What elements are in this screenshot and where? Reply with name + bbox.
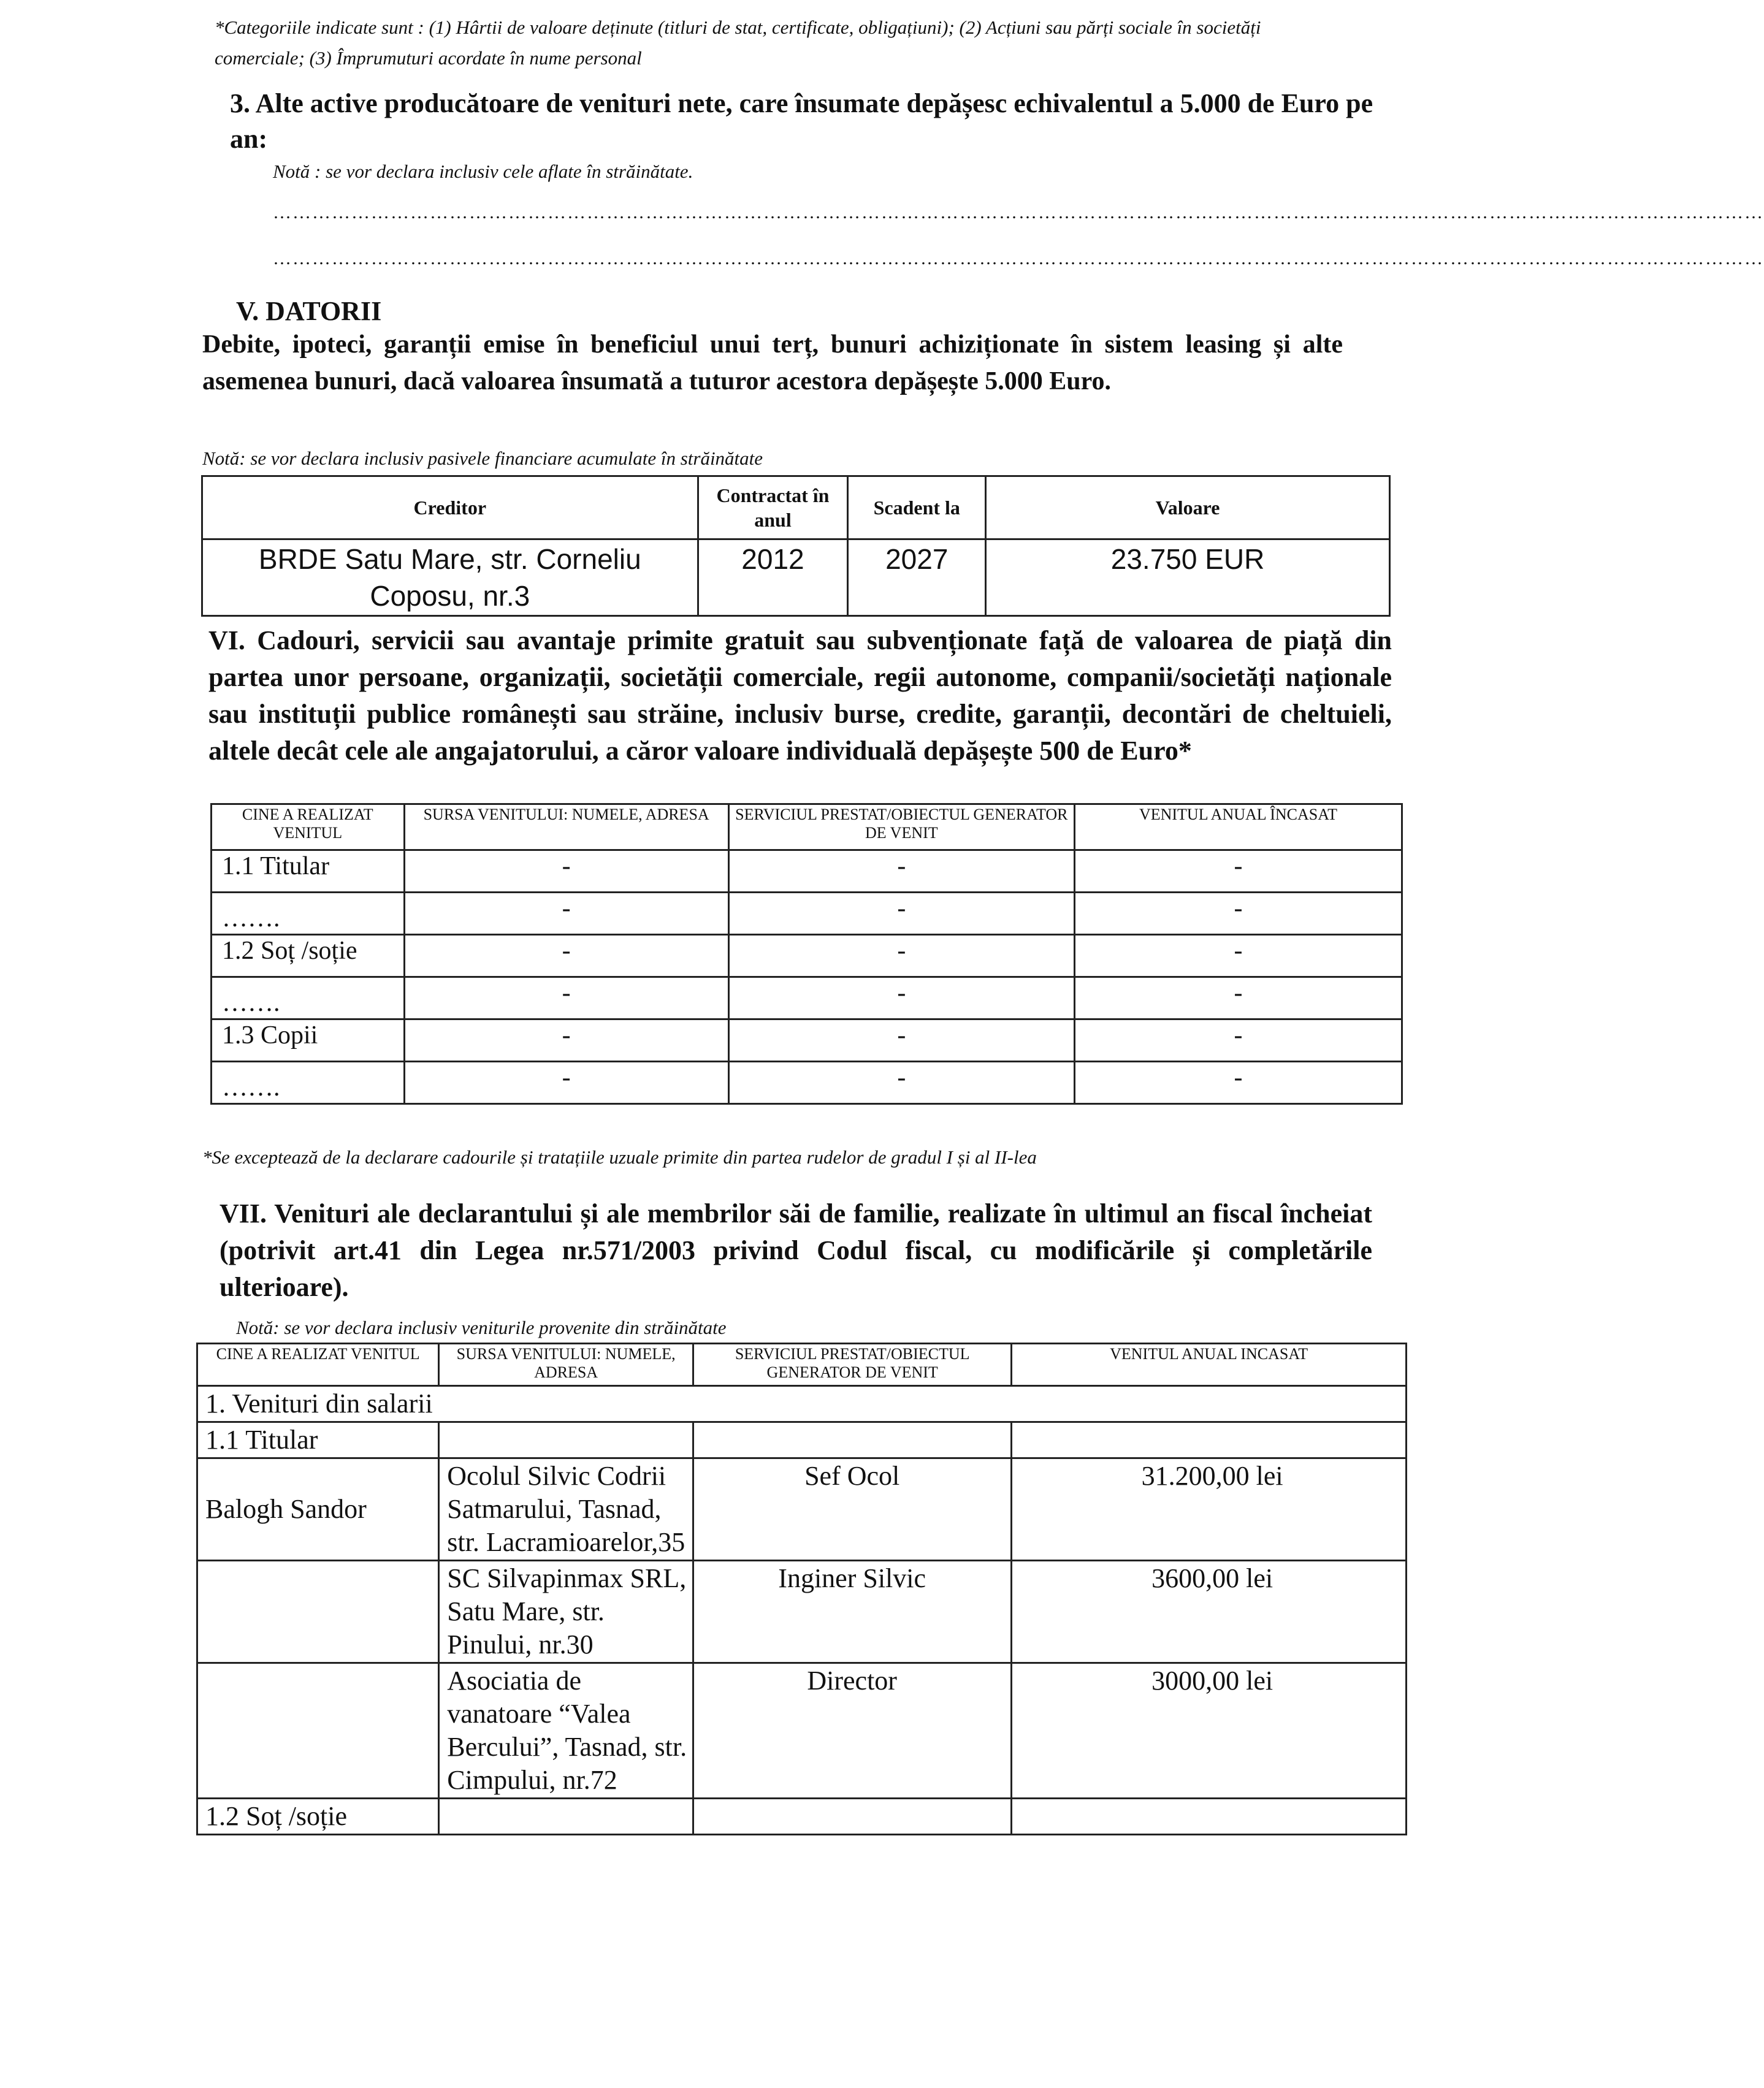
table-cell: 1.1 Titular xyxy=(197,1422,439,1458)
table-row xyxy=(197,1422,1407,1458)
table-cell xyxy=(439,1422,693,1458)
table-cell: - xyxy=(728,1019,1074,1062)
table-cell: 3600,00 lei xyxy=(1012,1561,1407,1663)
table-row xyxy=(197,1458,1407,1561)
table-cell: ……. xyxy=(212,893,405,935)
table-cell: Director xyxy=(693,1663,1012,1799)
table-header-row xyxy=(202,476,1390,539)
table-cell: ……. xyxy=(212,1062,405,1104)
table-row xyxy=(212,850,1402,893)
table-cell: Sef Ocol xyxy=(693,1458,1012,1561)
section-vi-footnote: *Se exceptează de la declarare cadourile și tratațiile uzuale primite din partea rudelor de gradul I și al II-lea xyxy=(202,1146,1037,1168)
table-row xyxy=(212,977,1402,1019)
table-cell: - xyxy=(1074,935,1402,977)
debts-table xyxy=(201,475,1391,617)
table-row xyxy=(212,893,1402,935)
table-cell xyxy=(197,1561,439,1663)
section-3-note: Notă : se vor declara inclusiv cele aflate în străinătate. xyxy=(273,161,693,182)
table-row xyxy=(197,1663,1407,1799)
table-row xyxy=(212,935,1402,977)
dotted-line: ………………………………………………………………………………………………………………………………………………………………………………………………………… xyxy=(273,248,1764,269)
column-header: VENITUL ANUAL ÎNCASAT xyxy=(1074,804,1402,850)
table-cell: - xyxy=(1074,893,1402,935)
table-cell: Asociatia de vanatoare “Valea Bercului”, Tasnad, str. Cimpului, nr.72 xyxy=(439,1663,693,1799)
table-cell: BRDE Satu Mare, str. Corneliu Coposu, nr.3 xyxy=(202,539,698,616)
table-row xyxy=(197,1799,1407,1835)
table-cell: SC Silvapinmax SRL, Satu Mare, str. Pinului, nr.30 xyxy=(439,1561,693,1663)
table-cell: 3000,00 lei xyxy=(1012,1663,1407,1799)
table-cell xyxy=(1012,1422,1407,1458)
table-cell: - xyxy=(404,935,728,977)
column-header: Valoare xyxy=(986,476,1390,539)
section-3-title: 3. Alte active producătoare de venituri nete, care însumate depășesc echivalentul a 5.000 de Euro pe an: xyxy=(230,88,1373,154)
table-cell: - xyxy=(404,1062,728,1104)
table-cell xyxy=(439,1799,693,1835)
dotted-line: ………………………………………………………………………………………………………………………………………………………………………………………………………… xyxy=(273,202,1764,223)
table-cell: - xyxy=(1074,977,1402,1019)
table-row xyxy=(202,539,1390,616)
table-cell: 23.750 EUR xyxy=(986,539,1390,616)
table-cell: ……. xyxy=(212,977,405,1019)
table-cell: - xyxy=(404,1019,728,1062)
column-header: Creditor xyxy=(202,476,698,539)
table-header-row xyxy=(212,804,1402,850)
table-cell: 1.2 Soț /soție xyxy=(212,935,405,977)
table-cell: Balogh Sandor xyxy=(197,1458,439,1561)
column-header: VENITUL ANUAL INCASAT xyxy=(1012,1344,1407,1386)
table-cell: 1.2 Soț /soție xyxy=(197,1799,439,1835)
column-header: Contractat în anul xyxy=(698,476,848,539)
column-header: SURSA VENITULUI: NUMELE, ADRESA xyxy=(404,804,728,850)
table-cell: 1.3 Copii xyxy=(212,1019,405,1062)
table-group-row xyxy=(197,1386,1407,1422)
footnote-categories: *Categoriile indicate sunt : (1) Hârtii de valoare deținute (titluri de stat, certificate, obligațiuni); (2) Acțiuni sau părți sociale în societăți comerciale; (3) Împrumuturi acordate în nume personal xyxy=(215,17,1261,69)
table-cell: - xyxy=(728,935,1074,977)
column-header: SERVICIUL PRESTAT/OBIECTUL GENERATOR DE VENIT xyxy=(728,804,1074,850)
column-header: SURSA VENITULUI: NUMELE, ADRESA xyxy=(439,1344,693,1386)
table-cell xyxy=(693,1799,1012,1835)
table-row xyxy=(212,1062,1402,1104)
table-cell: 2027 xyxy=(848,539,986,616)
table-cell: - xyxy=(404,893,728,935)
table-row xyxy=(212,1019,1402,1062)
group-label: 1. Venituri din salarii xyxy=(197,1386,1407,1422)
table-cell: 31.200,00 lei xyxy=(1012,1458,1407,1561)
table-cell: - xyxy=(1074,1062,1402,1104)
table-cell: Inginer Silvic xyxy=(693,1561,1012,1663)
column-header: Scadent la xyxy=(848,476,986,539)
column-header: SERVICIUL PRESTAT/OBIECTUL GENERATOR DE VENIT xyxy=(693,1344,1012,1386)
section-v-title: V. DATORII xyxy=(236,296,382,326)
table-cell: - xyxy=(728,1062,1074,1104)
table-row xyxy=(197,1561,1407,1663)
table-cell: 1.1 Titular xyxy=(212,850,405,893)
income-table xyxy=(196,1343,1407,1835)
table-cell: - xyxy=(1074,850,1402,893)
table-cell xyxy=(1012,1799,1407,1835)
table-cell: - xyxy=(728,850,1074,893)
table-cell: - xyxy=(728,893,1074,935)
table-cell: Ocolul Silvic Codrii Satmarului, Tasnad, str. Lacramioarelor,35 xyxy=(439,1458,693,1561)
section-vi-title: VI. Cadouri, servicii sau avantaje primite gratuit sau subvenționate față de valoarea de piață din partea unor persoane, organizații, societății comerciale, regii autonome, companii/societăți naționale sau instituții publice românești sau străine, inclusiv burse, credite, garanții, decontări de cheltuieli, altele decât cele ale angajatorului, a căror valoare individuală depășește 500 de Euro* xyxy=(208,625,1392,766)
table-cell: 2012 xyxy=(698,539,848,616)
table-cell xyxy=(197,1663,439,1799)
section-v-note: Notă: se vor declara inclusiv pasivele financiare acumulate în străinătate xyxy=(202,448,763,469)
table-header-row xyxy=(197,1344,1407,1386)
table-cell: - xyxy=(1074,1019,1402,1062)
table-cell: - xyxy=(404,850,728,893)
section-vii-title: VII. Venituri ale declarantului și ale membrilor săi de familie, realizate în ultimul an fiscal încheiat (potrivit art.41 din Legea nr.571/2003 privind Codul fiscal, cu modificările și completările ulterioare). xyxy=(220,1198,1372,1302)
column-header: CINE A REALIZAT VENITUL xyxy=(212,804,405,850)
gifts-table xyxy=(210,803,1403,1105)
section-v-paragraph: Debite, ipoteci, garanții emise în beneficiul unui terț, bunuri achiziționate în sistem leasing și alte asemenea bunuri, dacă valoarea însumată a tuturor acestora depășește 5.000 Euro. xyxy=(202,330,1343,395)
section-vii-note: Notă: se vor declara inclusiv veniturile provenite din străinătate xyxy=(236,1317,727,1338)
table-cell xyxy=(693,1422,1012,1458)
table-cell: - xyxy=(404,977,728,1019)
column-header: CINE A REALIZAT VENITUL xyxy=(197,1344,439,1386)
table-cell: - xyxy=(728,977,1074,1019)
